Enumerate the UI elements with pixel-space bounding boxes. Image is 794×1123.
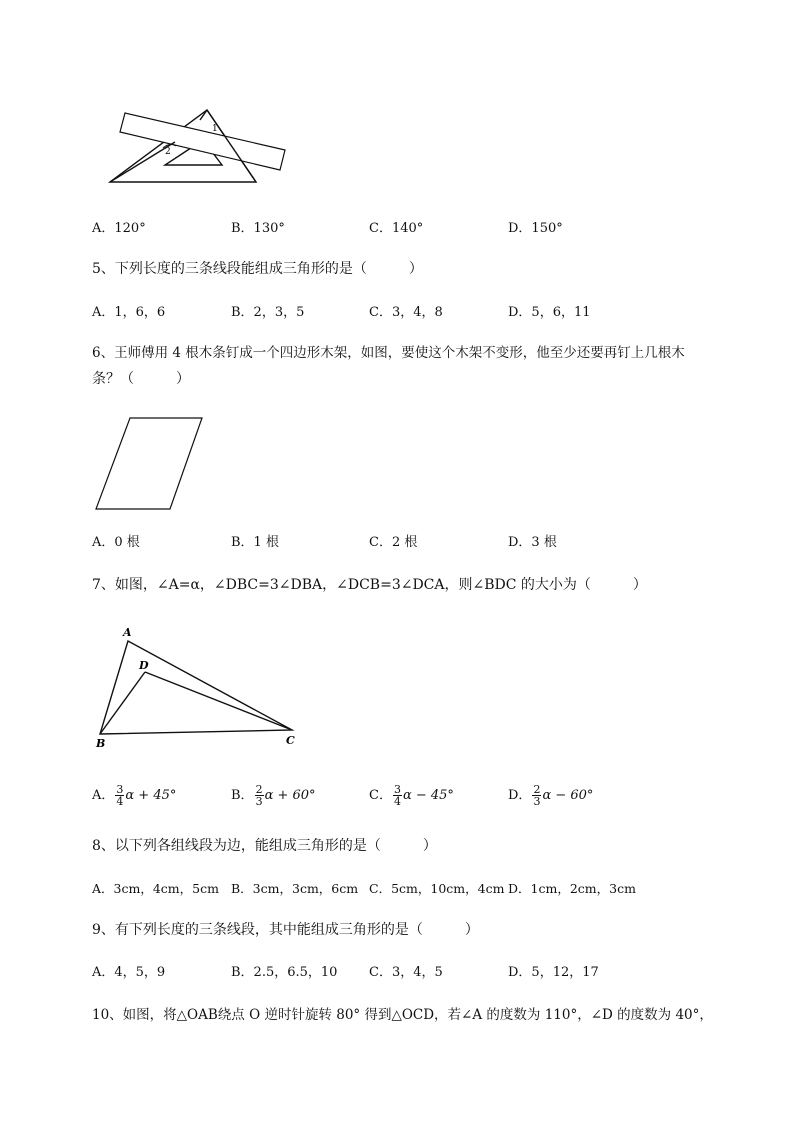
q5-question: 5、下列长度的三条线段能组成三角形的是（ ）	[92, 261, 423, 277]
q7-option-b: B． $\frac{2}{3}$ α + 60°	[231, 783, 316, 808]
q7-label-b: B	[96, 737, 106, 750]
q7-question: 7、如图，∠A=α，∠DBC=3∠DBA，∠DCB=3∠DCA，则∠BDC 的大小为（ ）	[92, 577, 647, 593]
q4-option-d: D．150°	[508, 221, 563, 236]
q8-option-c: C．5cm，10cm，4cm	[369, 881, 505, 896]
q6-option-b: B．1 根	[231, 535, 279, 550]
q10-question: 10、如图，将△OAB绕点 O 逆时针旋转 80° 得到△OCD，若∠A 的度数为 110°，∠D 的度数为 40°，	[92, 1007, 713, 1023]
q6-option-a: A．0 根	[92, 535, 140, 550]
q8-option-a: A．3cm，4cm，5cm	[92, 881, 219, 896]
q6-question-line2: 条？（ ）	[92, 371, 190, 387]
q7-segment-bd	[100, 672, 145, 734]
q9-option-c: C．3，4，5	[369, 965, 443, 980]
q6-question-line1: 6、王师傅用 4 根木条钉成一个四边形木架，如图，要使这个木架不变形，他至少还要再钉上几根木	[92, 345, 685, 361]
q7-option-d: D． $\frac{2}{3}$ α − 60°	[508, 783, 594, 808]
q7-segment-dc	[145, 672, 292, 730]
q9-option-b: B．2.5，6.5，10	[231, 965, 338, 980]
q6-option-c: C．2 根	[369, 535, 418, 550]
q5-option-d: D．5，6，11	[508, 305, 591, 320]
q4-label-2: 2	[165, 147, 171, 157]
q5-option-c: C．3，4，8	[369, 305, 443, 320]
q4-label-1: 1	[212, 124, 218, 134]
q9-option-a: A．4，5，9	[92, 965, 166, 980]
q7-label-d: D	[139, 659, 149, 672]
q4-option-c: C．140°	[369, 221, 424, 236]
q8-question: 8、以下列各组线段为边，能组成三角形的是（ ）	[92, 838, 437, 854]
q8-option-d: D．1cm，2cm，3cm	[508, 881, 636, 896]
q9-option-d: D．5，12，17	[508, 965, 599, 980]
q5-option-a: A．1，6，6	[92, 305, 166, 320]
q7-label-c: C	[286, 734, 295, 747]
q4-option-b: B．130°	[231, 221, 285, 236]
q9-question: 9、有下列长度的三条线段，其中能组成三角形的是（ ）	[92, 922, 479, 938]
q7-label-a: A	[123, 626, 132, 639]
q7-option-a: A． $\frac{3}{4}$ α + 45°	[92, 783, 177, 808]
q5-option-b: B．2，3，5	[231, 305, 305, 320]
q4-option-a: A．120°	[92, 221, 146, 236]
q7-option-c: C． $\frac{3}{4}$ α − 45°	[369, 783, 454, 808]
q7-triangle-abc	[100, 641, 292, 734]
q6-option-d: D．3 根	[508, 535, 557, 550]
q8-option-b: B．3cm，3cm，6cm	[231, 881, 359, 896]
